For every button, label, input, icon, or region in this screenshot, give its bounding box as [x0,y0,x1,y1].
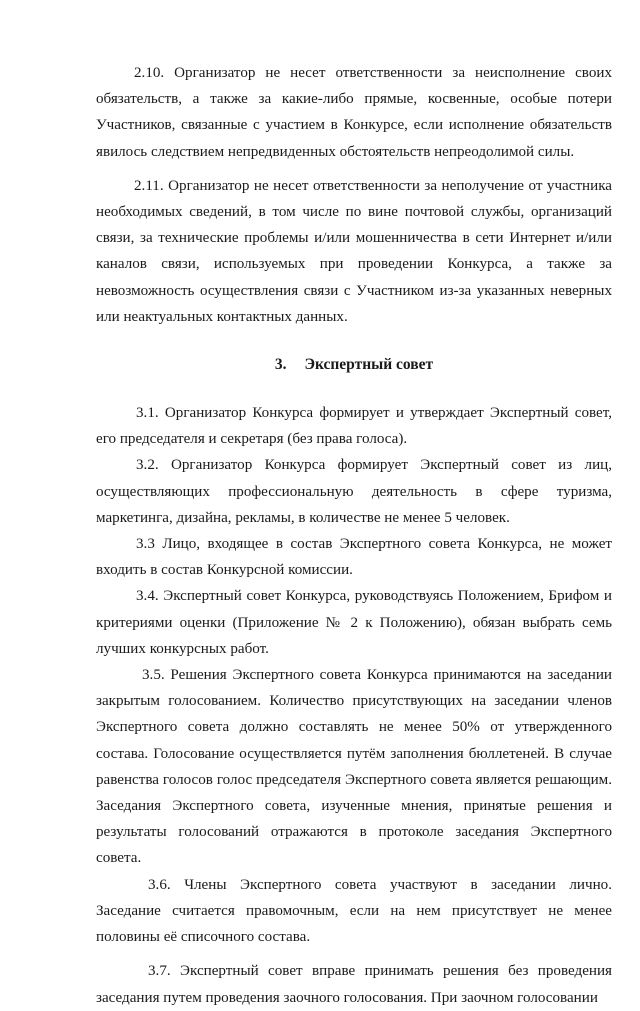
paragraph-3-2: 3.2. Организатор Конкурса формирует Экспертный совет из лиц, осуществляющих профессиональную деятельность в сфере туризма, маркетинга, дизайна, рекламы, в количестве не менее 5 человек. [96,457,612,526]
section-heading [96,352,612,378]
paragraph-gap [96,165,612,173]
section-title: Экспертный совет [304,356,434,374]
paragraph-3-1: 3.1. Организатор Конкурса формирует и утверждает Экспертный совет, его председателя и секретаря (без права голоса). [96,405,612,448]
paragraph-2-10: 2.10. Организатор не несет ответственности за неисполнение своих обязательств, а также за какие-либо прямые, косвенные, особые потери Участников, связанные с участием в Конкурсе, если исполнение обязательств явилось следствием непредвиденных обстоятельств непреодолимой силы. [96,65,612,160]
paragraph-3-7: 3.7. Экспертный совет вправе принимать решения без проведения заседания путем проведения заочного голосования. При заочном голосовании [96,963,612,1006]
document-body [96,60,612,1011]
paragraph-3-4: 3.4. Экспертный совет Конкурса, руководствуясь Положением, Брифом и критериями оценки (Приложение № 2 к Положению), обязан выбрать семь лучших конкурсных работ. [96,588,612,657]
section-number: 3. [274,356,287,374]
paragraph-3-5: 3.5. Решения Экспертного совета Конкурса принимаются на заседании закрытым голосованием. Количество присутствующих на заседании членов Экспертного совета должно составлять не менее 50% от утвержденного состава. Голосование осуществляется путём заполнения бюллетеней. В случае равенства голосов голос председателя Экспертного совета является решающим. Заседания Экспертного совета, изученные мнения, принятые решения и результаты голосований отражаются в протоколе заседания Экспертного совета. [96,667,612,867]
paragraph-gap [96,950,612,958]
paragraph-2-11: 2.11. Организатор не несет ответственности за неполучение от участника необходимых сведений, в том числе по вине почтовой службы, организаций связи, за технические проблемы и/или мошенничества в сети Интернет и/или каналов связи, используемых при проведении Конкурса, а также за невозможность осуществления связи с Участником из-за указанных неверных или неактуальных контактных данных. [96,177,612,325]
paragraph-3-6: 3.6. Члены Экспертного совета участвуют в заседании лично. Заседание считается правомочным, если на нем присутствует не менее половины её списочного состава. [96,876,612,946]
paragraph-3-3: 3.3 Лицо, входящее в состав Экспертного совета Конкурса, не может входить в состав Конкурсной комиссии. [96,536,612,579]
